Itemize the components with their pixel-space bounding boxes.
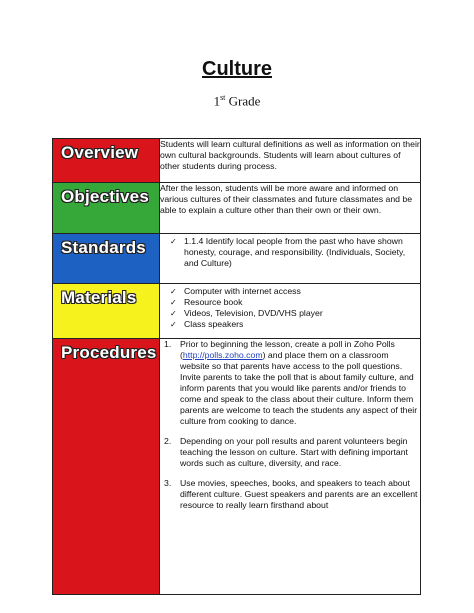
procedure-step (164, 339, 420, 427)
materials-row (53, 284, 421, 339)
materials-item: ✓ Computer with internet access (170, 286, 420, 297)
grade-word: Grade (228, 93, 261, 109)
materials-label: Materials (61, 288, 137, 307)
grade-subtitle (0, 93, 474, 109)
procedure-step (164, 436, 420, 469)
procedures-list (160, 339, 420, 511)
procedures-label-cell (53, 339, 160, 595)
procedures-cell (160, 339, 421, 595)
grade-number: 1 (213, 93, 221, 109)
step-text: Use movies, speeches, books, and speakers to teach about different culture. Guest speakers and parents are an excellent resource to really learn firsthand about (180, 478, 418, 510)
procedure-step (164, 478, 420, 511)
materials-item: ✓ Class speakers (170, 319, 420, 330)
step-number: 1. (164, 339, 172, 349)
procedures-row (53, 339, 421, 595)
materials-item: ✓ Videos, Television, DVD/VHS player (170, 308, 420, 319)
objectives-label: Objectives (61, 187, 149, 206)
overview-label: Overview (61, 143, 139, 162)
materials-list (160, 286, 420, 330)
procedures-label: Procedures (61, 343, 157, 362)
objectives-label-cell (53, 183, 160, 234)
standards-list (160, 236, 420, 269)
overview-row (53, 139, 421, 183)
grade-suffix: st (220, 93, 226, 102)
standards-label-cell (53, 234, 160, 284)
standards-label: Standards (61, 238, 146, 257)
materials-label-cell (53, 284, 160, 339)
lesson-plan-table (52, 138, 421, 595)
page-title: Culture (202, 58, 272, 80)
overview-text: Students will learn cultural definitions as well as information on their own cultural backgrounds. Students will learn about cultures of other students during process. (160, 139, 421, 183)
standards-row (53, 234, 421, 284)
materials-cell (160, 284, 421, 339)
step-number: 3. (164, 478, 172, 488)
zoho-polls-link[interactable]: http://polls.zoho.com (182, 350, 263, 360)
overview-label-cell (53, 139, 160, 183)
step-number: 2. (164, 436, 172, 446)
standards-item: ✓ 1.1.4 Identify local people from the past who have shown honesty, courage, and responsibility. (Individuals, Society, and Culture) (170, 236, 420, 269)
objectives-row (53, 183, 421, 234)
standards-cell (160, 234, 421, 284)
step-text: Depending on your poll results and parent volunteers begin teaching the lesson on culture. Start with defining important words such as culture, diversity, and race. (180, 436, 408, 468)
objectives-text: After the lesson, students will be more aware and informed on various cultures of their classmates and future classmates and be able to explain a culture other than their own or their own. (160, 183, 421, 234)
materials-item: ✓ Resource book (170, 297, 420, 308)
step-text: ) and place them on a classroom website so that parents have access to the poll questions. Invite parents to take the poll that is about family culture, and inform parents that you would like parents and/or friends to come and speak to the class about their culture. Inform them parents are welcome to teach the students any aspect of their culture from cooking to dance. (180, 350, 418, 426)
step-text: Prior to beginning the lesson, create a poll in Zoho Polls ( (180, 339, 395, 360)
